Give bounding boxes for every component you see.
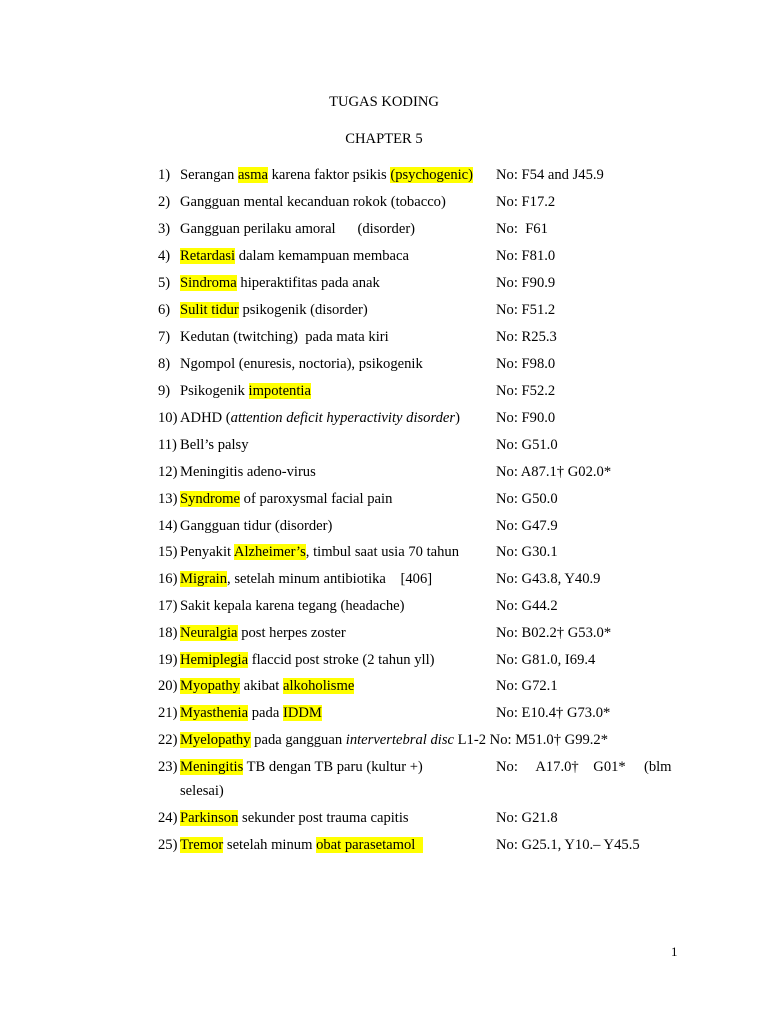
item-description — [180, 490, 392, 508]
item-description — [180, 597, 404, 615]
item-number: 25) — [158, 837, 178, 853]
item-code: No: G44.2 — [496, 598, 558, 614]
item-description — [180, 409, 460, 427]
text-segment: Bell’s palsy — [180, 437, 249, 453]
item-code: No: G47.9 — [496, 518, 558, 534]
item-description — [180, 463, 316, 481]
chapter-heading: CHAPTER 5 — [345, 131, 423, 147]
item-code: No: G50.0 — [496, 491, 558, 507]
item-code: No: G25.1, Y10.– Y45.5 — [496, 837, 640, 853]
item-description — [180, 166, 473, 184]
highlighted-term: Syndrome — [180, 491, 240, 507]
item-code: No: G72.1 — [496, 678, 558, 694]
list-item — [158, 758, 718, 776]
item-number: 21) — [158, 705, 178, 721]
highlighted-term: Hemiplegia — [180, 652, 249, 668]
list-item — [158, 677, 718, 695]
highlighted-term: alkoholisme — [282, 678, 355, 694]
list-item — [158, 328, 718, 346]
italic-text: intervertebral disc — [345, 732, 454, 748]
text-segment: Kedutan (twitching) pada mata kiri — [180, 329, 389, 345]
text-segment: post herpes zoster — [237, 625, 346, 641]
page-number: 1 — [671, 944, 678, 959]
item-number: 7) — [158, 329, 171, 345]
item-number: 15) — [158, 544, 178, 560]
item-number: 20) — [158, 678, 178, 694]
text-segment: , setelah minum antibiotika [406] — [227, 571, 433, 587]
document-title: TUGAS KODING — [329, 94, 439, 110]
text-segment: pada — [248, 705, 283, 721]
highlighted-term: Migrain — [180, 571, 228, 587]
list-item — [158, 193, 718, 211]
item-number: 17) — [158, 598, 178, 614]
text-segment: L1-2 No: M51.0† G99.2* — [453, 732, 609, 748]
text-segment: setelah minum — [223, 837, 317, 853]
text-segment: flaccid post stroke (2 tahun yll) — [248, 652, 435, 668]
highlighted-term: IDDM — [282, 705, 322, 721]
item-description — [180, 704, 322, 722]
item-code: No: A87.1† G02.0* — [496, 464, 612, 480]
text-segment: Gangguan perilaku amoral (disorder) — [180, 221, 416, 237]
text-segment: karena faktor psikis — [267, 167, 391, 183]
text-segment: Meningitis adeno-virus — [180, 464, 316, 480]
item-number: 9) — [158, 383, 171, 399]
item-code: No: B02.2† G53.0* — [496, 625, 612, 641]
item-code: No: F51.2 — [496, 302, 556, 318]
item-number: 2) — [158, 194, 171, 210]
highlighted-term: Myelopathy — [180, 732, 251, 748]
list-item — [158, 409, 718, 427]
item-code: No: E10.4† G73.0* — [496, 705, 611, 721]
text-segment: akibat — [240, 678, 283, 694]
highlighted-term: obat parasetamol — [316, 837, 423, 853]
highlighted-term: Sulit tidur — [180, 302, 239, 318]
highlighted-term: Parkinson — [180, 810, 239, 826]
item-description — [180, 809, 409, 827]
item-number: 1) — [158, 167, 171, 183]
item-description — [180, 274, 380, 292]
list-item — [158, 355, 718, 373]
item-code: No: F90.0 — [496, 410, 556, 426]
item-description — [180, 758, 423, 776]
list-item — [158, 274, 718, 292]
item-description — [180, 301, 368, 319]
item-number: 13) — [158, 491, 178, 507]
item-description — [180, 570, 432, 588]
text-segment: dalam kemampuan membaca — [235, 248, 409, 264]
italic-text: attention deficit hyperactivity disorder — [230, 410, 456, 426]
item-number: 18) — [158, 625, 178, 641]
list-item — [158, 436, 718, 454]
item-number: 14) — [158, 518, 178, 534]
text-segment: sekunder post trauma capitis — [238, 810, 409, 826]
list-item — [158, 597, 718, 615]
list-item — [158, 463, 718, 481]
text-segment: Ngompol (enuresis, noctoria), psikogenik — [180, 356, 423, 372]
item-code: No: G43.8, Y40.9 — [496, 571, 601, 587]
text-segment: of paroxysmal facial pain — [240, 491, 393, 507]
item-description — [180, 193, 446, 211]
text-segment: TB dengan TB paru (kultur +) — [243, 759, 423, 775]
item-number: 12) — [158, 464, 178, 480]
item-description — [180, 651, 435, 669]
item-description — [180, 624, 346, 642]
list-item — [158, 570, 718, 588]
highlighted-term: Myopathy — [180, 678, 240, 694]
list-item — [158, 220, 718, 238]
item-number: 4) — [158, 248, 171, 264]
item-number: 19) — [158, 652, 178, 668]
list-item — [158, 517, 718, 535]
list-item — [158, 836, 718, 854]
item-description — [180, 382, 311, 400]
item-number: 10) — [158, 410, 178, 426]
item-code: No: F81.0 — [496, 248, 556, 264]
item-number: 16) — [158, 571, 178, 587]
list-item — [158, 809, 718, 827]
item-description — [180, 677, 354, 695]
item-code: No: G81.0, I69.4 — [496, 652, 596, 668]
text-segment: psikogenik (disorder) — [238, 302, 368, 318]
item-description — [180, 836, 423, 854]
highlighted-term: impotentia — [248, 383, 311, 399]
highlighted-term: Tremor — [180, 837, 224, 853]
text-segment: Gangguan tidur (disorder) — [180, 518, 333, 534]
item-number: 24) — [158, 810, 178, 826]
text-segment: Penyakit — [180, 544, 234, 560]
text-segment: pada gangguan — [250, 732, 346, 748]
item-code: No: F90.9 — [496, 275, 556, 291]
list-item — [158, 382, 718, 400]
highlighted-term: Retardasi — [180, 248, 236, 264]
highlighted-term: (psychogenic) — [390, 167, 474, 183]
item-number: 6) — [158, 302, 171, 318]
highlighted-term: asma — [237, 167, 268, 183]
item-number: 3) — [158, 221, 171, 237]
list-item — [158, 166, 718, 184]
list-item — [158, 704, 718, 722]
item-23-continuation: selesai) — [180, 783, 224, 799]
item-code: No: F17.2 — [496, 194, 556, 210]
list-item — [158, 247, 718, 265]
list-item — [158, 301, 718, 319]
list-item — [158, 624, 718, 642]
text-segment: ) — [455, 410, 460, 426]
item-description — [180, 220, 415, 238]
text-segment: ADHD ( — [180, 410, 231, 426]
item-number: 11) — [158, 437, 177, 453]
highlighted-term: Sindroma — [180, 275, 237, 291]
item-code: No: F98.0 — [496, 356, 556, 372]
item-code: No: G21.8 — [496, 810, 558, 826]
item-code: No: R25.3 — [496, 329, 557, 345]
list-item — [158, 543, 718, 561]
item-number: 8) — [158, 356, 171, 372]
text-segment: Serangan — [180, 167, 238, 183]
item-description — [180, 436, 249, 454]
item-description — [180, 543, 459, 561]
item-description — [180, 247, 409, 265]
list-item — [158, 731, 718, 749]
text-segment: Psikogenik — [180, 383, 249, 399]
text-segment: Gangguan mental kecanduan rokok (tobacco) — [180, 194, 446, 210]
list-item — [158, 651, 718, 669]
item-description — [180, 731, 608, 749]
text-segment: hiperaktifitas pada anak — [236, 275, 380, 291]
highlighted-term: Meningitis — [180, 759, 244, 775]
item-code: No: G51.0 — [496, 437, 558, 453]
item-code: No: F61 — [496, 221, 548, 237]
item-code: No: F52.2 — [496, 383, 556, 399]
item-description — [180, 355, 423, 373]
text-segment: , timbul saat usia 70 tahun — [305, 544, 460, 560]
item-description — [180, 517, 332, 535]
item-code: No: F54 and J45.9 — [496, 167, 604, 183]
text-segment: Sakit kepala karena tegang (headache) — [180, 598, 405, 614]
item-number: 22) — [158, 732, 178, 748]
list-item — [158, 490, 718, 508]
item-code: No: G30.1 — [496, 544, 558, 560]
item-code: No: A17.0† G01* (blm — [496, 759, 672, 775]
item-number: 5) — [158, 275, 171, 291]
item-number: 23) — [158, 759, 178, 775]
highlighted-term: Myasthenia — [180, 705, 249, 721]
highlighted-term: Alzheimer’s — [233, 544, 306, 560]
item-description — [180, 328, 389, 346]
highlighted-term: Neuralgia — [180, 625, 238, 641]
